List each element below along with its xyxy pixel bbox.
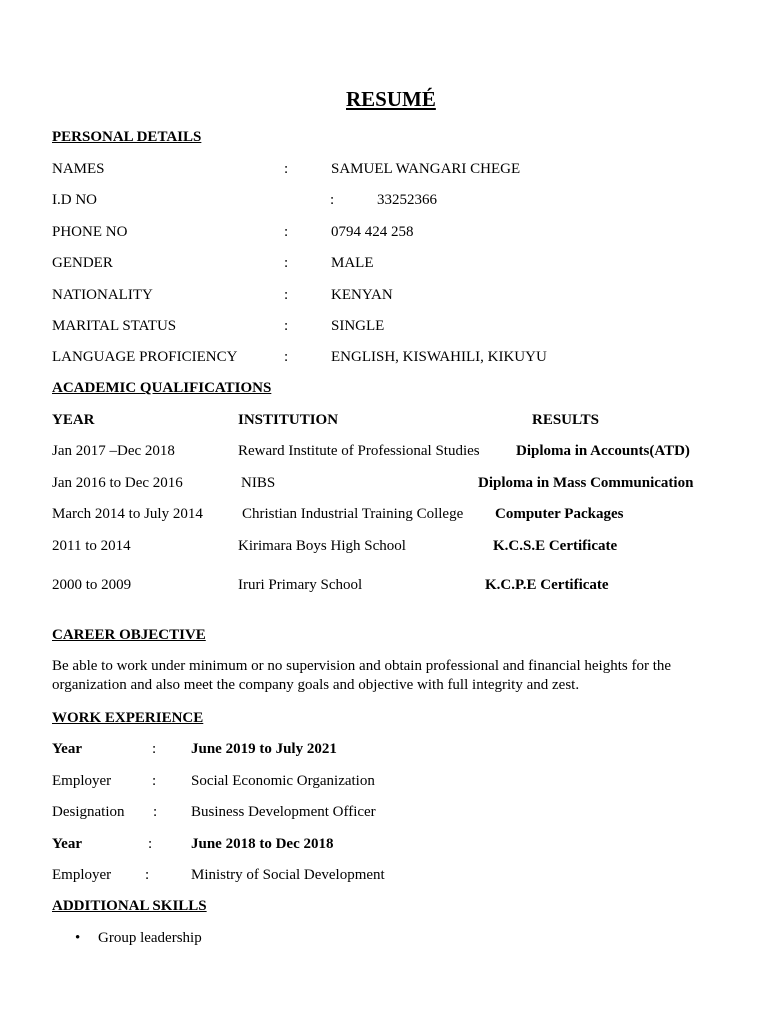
personal-label: I.D NO bbox=[52, 192, 97, 208]
personal-separator: : bbox=[284, 349, 289, 365]
personal-separator: : bbox=[284, 287, 289, 303]
academic-year: 2000 to 2009 bbox=[52, 577, 132, 593]
personal-label: MARITAL STATUS bbox=[52, 318, 177, 334]
work-label: Year bbox=[52, 836, 82, 852]
personal-value: 33252366 bbox=[377, 192, 437, 208]
personal-value: 0794 424 258 bbox=[331, 224, 414, 240]
column-header-results: RESULTS bbox=[532, 412, 599, 428]
work-value: Ministry of Social Development bbox=[191, 867, 385, 883]
work-value: June 2018 to Dec 2018 bbox=[191, 836, 334, 852]
work-label: Year bbox=[52, 741, 82, 757]
academic-result: Diploma in Mass Communication bbox=[478, 475, 694, 491]
academic-year: Jan 2016 to Dec 2016 bbox=[52, 475, 183, 491]
personal-details-heading: PERSONAL DETAILS bbox=[52, 129, 202, 145]
personal-label: GENDER bbox=[52, 255, 113, 271]
academic-institution: Christian Industrial Training College bbox=[242, 506, 464, 522]
page-title: RESUMÉ bbox=[346, 87, 436, 111]
academic-institution: Reward Institute of Professional Studies bbox=[238, 443, 480, 459]
work-value: June 2019 to July 2021 bbox=[191, 741, 337, 757]
bullet-icon: • bbox=[75, 930, 81, 946]
personal-separator: : bbox=[284, 161, 289, 177]
personal-value: MALE bbox=[331, 255, 374, 271]
academic-result: Diploma in Accounts(ATD) bbox=[516, 443, 690, 459]
work-separator: : bbox=[152, 773, 157, 789]
personal-separator: : bbox=[284, 255, 289, 271]
work-value: Social Economic Organization bbox=[191, 773, 375, 789]
work-value: Business Development Officer bbox=[191, 804, 376, 820]
skill-item-label: Group leadership bbox=[98, 930, 202, 946]
work-label: Designation bbox=[52, 804, 125, 820]
academic-year: 2011 to 2014 bbox=[52, 538, 131, 554]
academic-institution: Iruri Primary School bbox=[238, 577, 363, 593]
work-separator: : bbox=[148, 836, 153, 852]
academic-result: K.C.P.E Certificate bbox=[485, 577, 609, 593]
work-separator: : bbox=[153, 804, 158, 820]
personal-label: LANGUAGE PROFICIENCY bbox=[52, 349, 238, 365]
column-header-institution: INSTITUTION bbox=[238, 412, 339, 428]
work-label: Employer bbox=[52, 773, 112, 789]
personal-label: NATIONALITY bbox=[52, 287, 153, 303]
work-experience-heading: WORK EXPERIENCE bbox=[52, 710, 204, 726]
work-label: Employer bbox=[52, 867, 112, 883]
personal-separator: : bbox=[284, 318, 289, 334]
personal-value: SINGLE bbox=[331, 318, 385, 334]
personal-separator: : bbox=[330, 192, 335, 208]
personal-value: SAMUEL WANGARI CHEGE bbox=[331, 161, 521, 177]
personal-label: PHONE NO bbox=[52, 224, 128, 240]
academic-institution: NIBS bbox=[241, 475, 276, 491]
career-objective-text: Be able to work under minimum or no supervision and obtain professional and financial heights for the organization and also meet the company goals and objective with full integrity and zest. bbox=[52, 658, 672, 693]
career-objective-heading: CAREER OBJECTIVE bbox=[52, 627, 206, 643]
work-separator: : bbox=[145, 867, 150, 883]
academic-heading: ACADEMIC QUALIFICATIONS bbox=[52, 380, 272, 396]
personal-value: KENYAN bbox=[331, 287, 393, 303]
academic-result: K.C.S.E Certificate bbox=[493, 538, 618, 554]
academic-year: Jan 2017 –Dec 2018 bbox=[52, 443, 175, 459]
personal-separator: : bbox=[284, 224, 289, 240]
academic-result: Computer Packages bbox=[495, 506, 624, 522]
academic-year: March 2014 to July 2014 bbox=[52, 506, 203, 522]
additional-skills-heading: ADDITIONAL SKILLS bbox=[52, 898, 207, 914]
personal-label: NAMES bbox=[52, 161, 105, 177]
academic-institution: Kirimara Boys High School bbox=[238, 538, 406, 554]
personal-value: ENGLISH, KISWAHILI, KIKUYU bbox=[331, 349, 547, 365]
work-separator: : bbox=[152, 741, 157, 757]
column-header-year: YEAR bbox=[52, 412, 95, 428]
